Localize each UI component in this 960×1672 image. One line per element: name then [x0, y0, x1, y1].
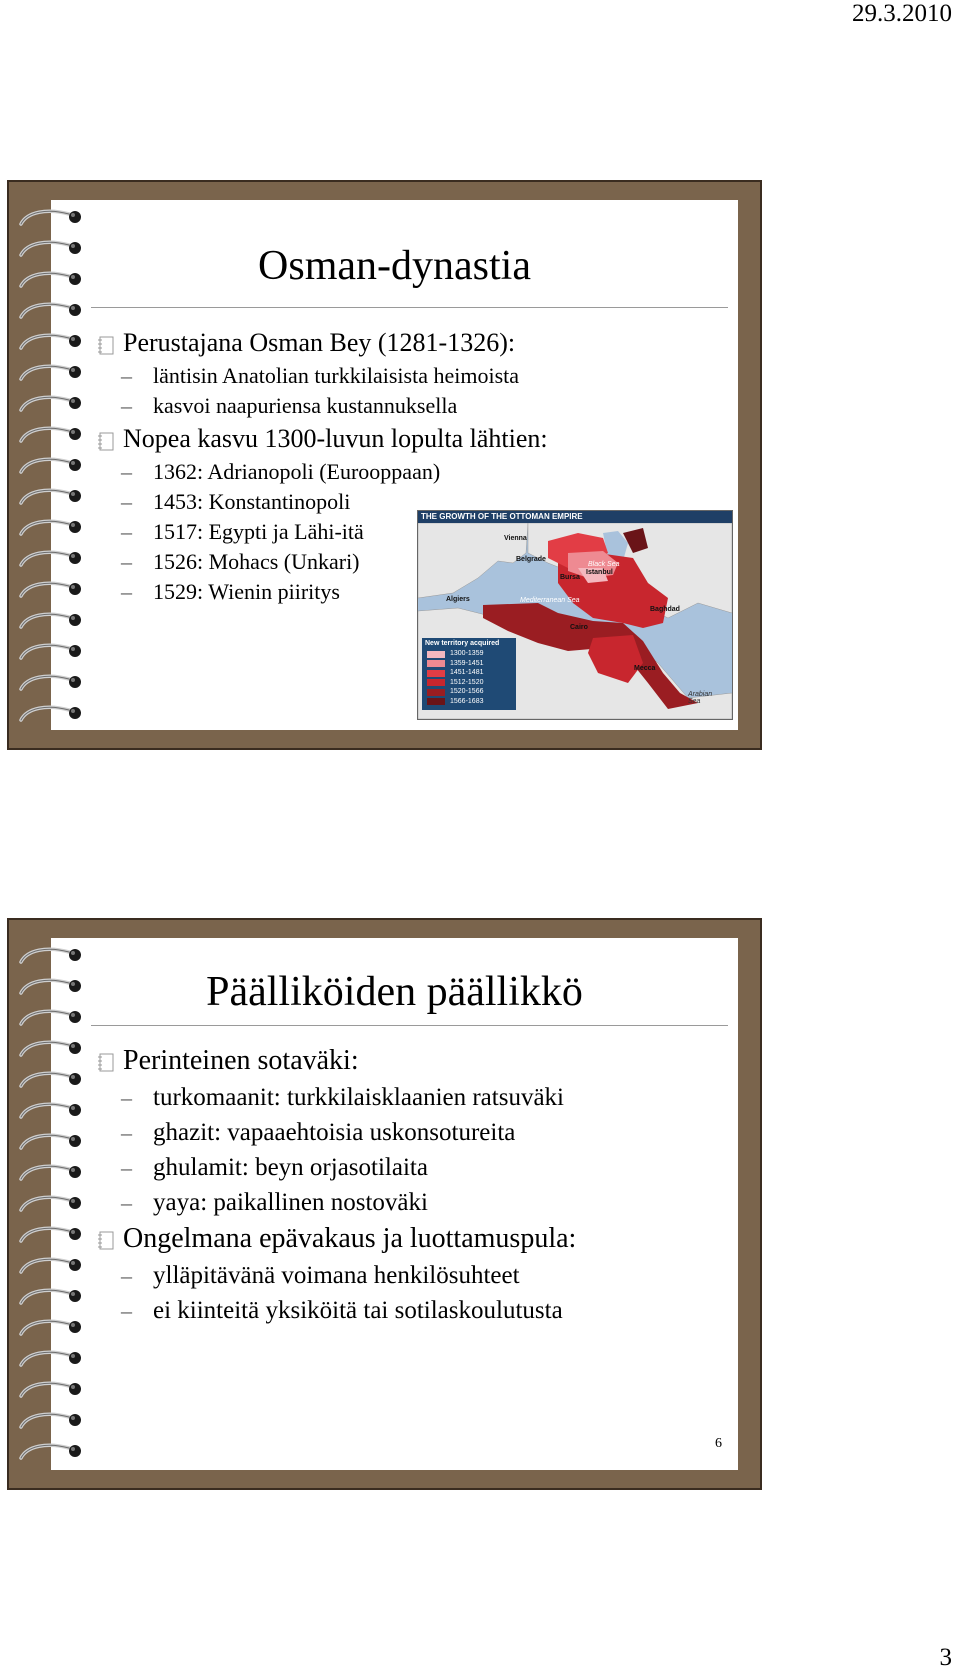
map-label-arabian-sea: Arabian Sea [688, 691, 713, 705]
sub-bullet-text: yaya: paikallinen nostoväki [153, 1189, 428, 1216]
spiral-ring-icon [17, 1376, 87, 1404]
legend-swatch [427, 660, 445, 667]
legend-item [422, 659, 516, 669]
sub-bullet-text: 1362: Adrianopoli (Eurooppaan) [153, 459, 441, 484]
sub-bullet-item [95, 1185, 576, 1220]
spiral-ring-icon [17, 421, 87, 449]
legend-item [422, 649, 516, 659]
spiral-ring-icon [17, 514, 87, 542]
sub-bullet-text: turkomaanit: turkkilaisklaanien ratsuväki [153, 1084, 564, 1111]
spiral-ring-icon [17, 1035, 87, 1063]
dash-icon: – [121, 1085, 132, 1110]
legend-item [422, 697, 516, 707]
sub-bullet-text: ghazit: vapaaehtoisia uskonsotureita [153, 1119, 516, 1146]
sub-bullet-item [95, 1080, 576, 1115]
spiral-ring-icon [17, 700, 87, 728]
spiral-ring-icon [17, 483, 87, 511]
legend-title: New territory acquired [425, 640, 500, 647]
dash-icon: – [121, 393, 132, 418]
spiral-ring-icon [17, 390, 87, 418]
bullet-text: Nopea kasvu 1300-luvun lopulta lähtien: [123, 424, 548, 453]
dash-icon: – [121, 549, 132, 574]
legend-label: 1451-1481 [450, 669, 484, 676]
legend-item [422, 678, 516, 688]
dash-icon: – [121, 363, 132, 388]
legend-label: 1566-1683 [450, 697, 484, 705]
spiral-ring-icon [17, 266, 87, 294]
legend-swatch [427, 679, 445, 686]
slide-title: Päälliköiden päällikkö [206, 969, 583, 1015]
dash-icon: – [121, 1190, 132, 1215]
slide-paper [51, 200, 738, 730]
spiral-ring-icon [17, 1159, 87, 1187]
sub-bullet-text: ylläpitävänä voimana henkilösuhteet [153, 1262, 520, 1289]
legend-label: 1359-1451 [450, 659, 484, 667]
spiral-ring-icon [17, 973, 87, 1001]
slide-number: 6 [715, 1436, 722, 1451]
sub-bullet-item [95, 1293, 576, 1328]
spiral-ring-icon [17, 1066, 87, 1094]
bullet-text: Ongelmana epävakaus ja luottamuspula: [123, 1223, 577, 1254]
spiral-ring-icon [17, 1004, 87, 1032]
ottoman-empire-map [417, 510, 733, 720]
sub-bullet-text: kasvoi naapuriensa kustannuksella [153, 393, 458, 418]
bullet-list [95, 1042, 576, 1328]
spiral-ring-icon [17, 452, 87, 480]
spiral-ring-icon [17, 204, 87, 232]
sub-bullet-item [95, 457, 548, 487]
spiral-ring-icon [17, 235, 87, 263]
notebook-bullet-icon [95, 430, 117, 452]
spiral-ring-icon [17, 545, 87, 573]
map-legend [422, 638, 516, 710]
spiral-ring-icon [17, 1407, 87, 1435]
notebook-bullet-icon [95, 334, 117, 356]
sub-bullet-item [95, 1150, 576, 1185]
map-label-baghdad: Baghdad [650, 606, 680, 613]
spiral-ring-icon [17, 942, 87, 970]
dash-icon: – [121, 519, 132, 544]
slide-paallikoiden-paallikko [7, 918, 762, 1490]
spiral-ring-icon [17, 669, 87, 697]
bullet-item [95, 1042, 576, 1080]
dash-icon: – [121, 1298, 132, 1323]
map-label-belgrade: Belgrade [516, 556, 546, 563]
spiral-ring-icon [17, 576, 87, 604]
bullet-item [95, 325, 548, 361]
spiral-ring-icon [17, 638, 87, 666]
spiral-ring-icon [17, 1345, 87, 1373]
title-divider [91, 1025, 728, 1026]
page-number: 3 [939, 1644, 952, 1671]
spiral-ring-icon [17, 1221, 87, 1249]
sub-bullet-text: 1529: Wienin piiritys [153, 579, 340, 604]
bullet-text: Perustajana Osman Bey (1281-1326): [123, 328, 516, 357]
sub-bullet-text: 1517: Egypti ja Lähi-itä [153, 519, 364, 544]
sub-bullet-item [95, 1115, 576, 1150]
sub-bullet-text: 1453: Konstantinopoli [153, 489, 351, 514]
dash-icon: – [121, 1155, 132, 1180]
slide-paper [51, 938, 738, 1470]
map-label-istanbul: Istanbul [586, 569, 613, 576]
sub-bullet-item [95, 361, 548, 391]
notebook-bullet-icon [95, 1051, 117, 1073]
legend-swatch [427, 689, 445, 696]
sub-bullet-text: ei kiinteitä yksiköitä tai sotilaskoulutusta [153, 1297, 563, 1324]
bullet-item [95, 1220, 576, 1258]
spiral-ring-icon [17, 1128, 87, 1156]
slide-osman-dynastia [7, 180, 762, 750]
legend-swatch [427, 651, 445, 658]
spiral-binding [15, 200, 95, 730]
legend-label: 1520-1566 [450, 688, 484, 695]
sub-bullet-text: 1526: Mohacs (Unkari) [153, 549, 360, 574]
sub-bullet-text: ghulamit: beyn orjasotilaita [153, 1154, 428, 1181]
map-label-vienna: Vienna [504, 535, 527, 542]
map-label-mecca: Mecca [634, 665, 656, 672]
bullet-item [95, 421, 548, 457]
legend-label: 1300-1359 [450, 650, 484, 657]
spiral-binding [15, 938, 95, 1470]
sub-bullet-item [95, 1258, 576, 1293]
legend-item [422, 668, 516, 678]
spiral-ring-icon [17, 1252, 87, 1280]
spiral-ring-icon [17, 1097, 87, 1125]
spiral-ring-icon [17, 297, 87, 325]
spiral-ring-icon [17, 359, 87, 387]
spiral-ring-icon [17, 1314, 87, 1342]
map-label-black-sea: Black Sea [588, 561, 620, 568]
header-date: 29.3.2010 [852, 0, 952, 27]
dash-icon: – [121, 1263, 132, 1288]
slide-title: Osman-dynastia [258, 243, 531, 289]
map-label-algiers: Algiers [446, 596, 470, 603]
spiral-ring-icon [17, 328, 87, 356]
sub-bullet-text: läntisin Anatolian turkkilaisista heimoista [153, 363, 520, 388]
legend-swatch [427, 698, 445, 705]
legend-item [422, 687, 516, 697]
map-title: THE GROWTH OF THE OTTOMAN EMPIRE [418, 511, 732, 523]
dash-icon: – [121, 1120, 132, 1145]
dash-icon: – [121, 459, 132, 484]
legend-swatch [427, 670, 445, 677]
bullet-text: Perinteinen sotaväki: [123, 1045, 359, 1076]
spiral-ring-icon [17, 1438, 87, 1466]
dash-icon: – [121, 579, 132, 604]
map-label-bursa: Bursa [560, 574, 580, 581]
spiral-ring-icon [17, 1283, 87, 1311]
dash-icon: – [121, 489, 132, 514]
notebook-bullet-icon [95, 1229, 117, 1251]
map-label-mediterranean: Mediterranean Sea [520, 597, 580, 604]
spiral-ring-icon [17, 607, 87, 635]
legend-label: 1512-1520 [450, 678, 484, 686]
map-label-cairo: Cairo [570, 624, 588, 631]
sub-bullet-item [95, 391, 548, 421]
title-divider [91, 307, 728, 308]
spiral-ring-icon [17, 1190, 87, 1218]
